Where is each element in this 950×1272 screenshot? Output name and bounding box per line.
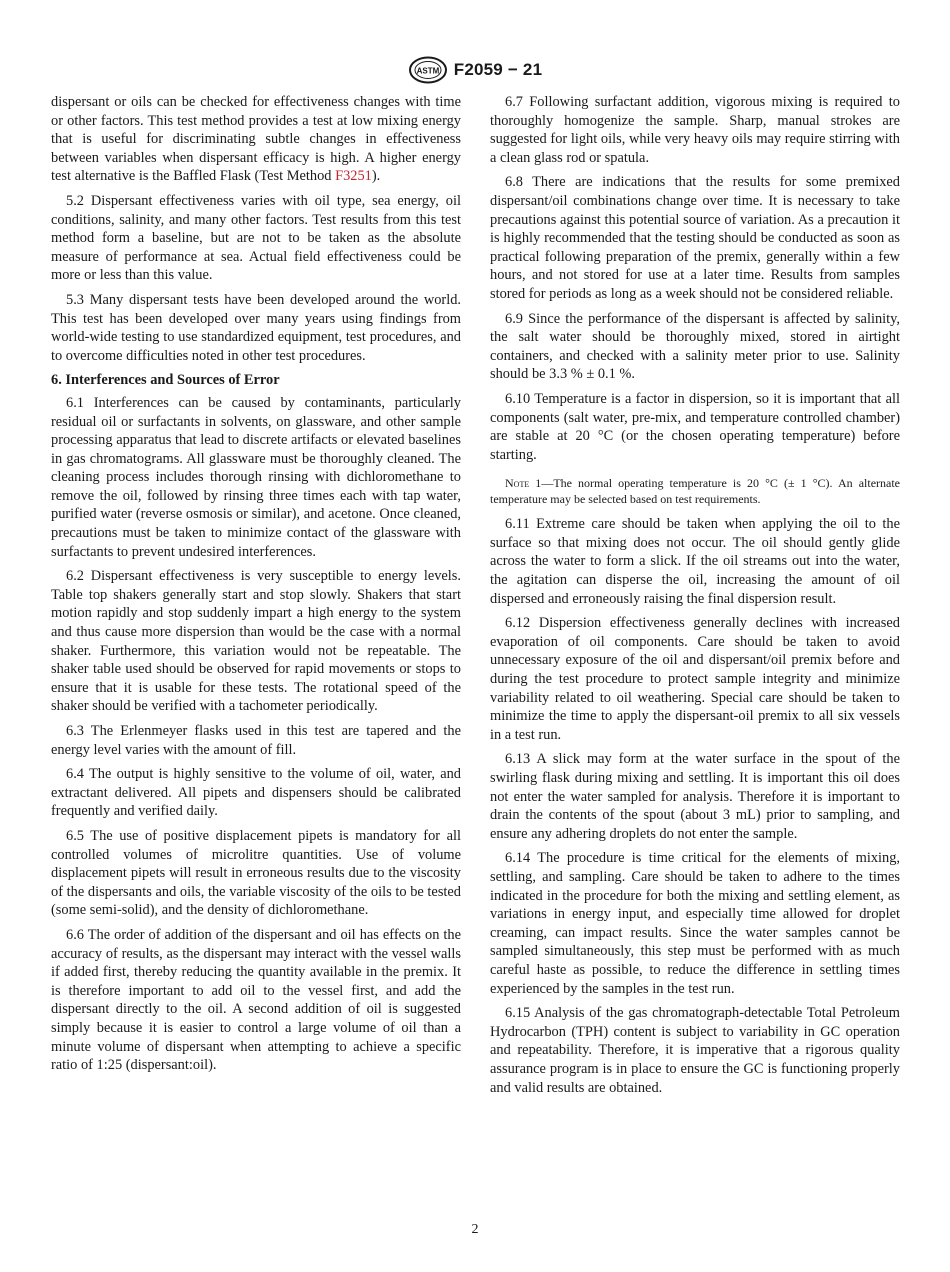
note-text: —The normal operating temperature is 20 °C (± 1 °C). An alternate temperature may be selected based on test requirements. (490, 476, 900, 506)
paragraph-6-7: 6.7 Following surfactant addition, vigorous mixing is required to thoroughly homogenize the sample. Sharp, manual strokes are suggested for light oils, while very heavy oils may require stirring with a clean glass rod or spatula. (490, 94, 900, 166)
paragraph-6-13: 6.13 A slick may form at the water surface in the spout of the swirling flask during mixing and settling. It is important this oil does not enter the water sampled for analysis. Therefore it is important to drain the contents of the spout (about 3 mL) prior to sampling, and ensure any adhering droplets do not enter the sample. (490, 751, 900, 842)
note-1 (490, 476, 900, 507)
paragraph-6-15: 6.15 Analysis of the gas chromatograph-detectable Total Petroleum Hydrocarbon (TPH) content is subject to variability in GC operation and repeatability. Therefore, it is imperative that a rigorous quality assurance program is in place to ensure the GC is functioning properly and valid results are obtained. (490, 1005, 900, 1096)
page-number: 2 (471, 1222, 479, 1237)
paragraph-6-1: 6.1 Interferences can be caused by contaminants, particularly residual oil or surfactants in solvents, on glassware, and other sample processing apparatus that lead to discrete artifacts or elevated baselines in gas chromatograms. All glassware must be thoroughly cleaned. The cleaning process includes thorough rinsing with dichloromethane to remove the oil, followed by rinsing three times each with tap water, purified water (reverse osmosis or similar), and acetone. Once cleaned, precautions must be taken to minimize contact of the glassware with surfactants to prevent undesired interferences. (51, 394, 461, 560)
section-6-heading: 6. Interferences and Sources of Error (51, 372, 280, 389)
paragraph-6-10: 6.10 Temperature is a factor in dispersion, so it is important that all components (salt water, pre-mix, and temperature controlled chamber) are stable at 20 °C (or the chosen operating temperature) before starting. (490, 390, 900, 463)
paragraph-6-4: 6.4 The output is highly sensitive to the volume of oil, water, and extractant delivered. All pipets and dispensers should be calibrated frequently and verified daily. (51, 766, 461, 820)
paragraph-6-14: 6.14 The procedure is time critical for the elements of mixing, settling, and sampling. Care should be taken to adhere to the times indicated in the procedure for both the mixing and settling element, as variations in energy input, and especially time allowed for droplet creaming, can impact results. Since the water samples cannot be sampled simultaneously, this step must be performed with as much careful haste as possible, to reduce the difference in settling times experienced by the samples in the test run. (490, 850, 900, 997)
paragraph-6-8: 6.8 There are indications that the results for some premixed dispersant/oil combinations change over time. It is necessary to take precautions against this potential source of variation. As a precaution it is highly recommended that the testing should be conducted as soon as practical following preparation of the premix, generally within a few hours, and not stored for use at a later time. Results from samples stored for periods as long as a week should not be considered reliable. (490, 174, 900, 302)
logo-text: ASTM (416, 66, 440, 76)
document-id: F2059 − 21 (453, 60, 543, 79)
paragraph-6-11: 6.11 Extreme care should be taken when applying the oil to the surface so that mixing does not occur. The oil should gently glide across the water to form a slick. If the oil streams out into the water, the agitation can disperse the oil, increasing the amount of oil dispersed and erroneously raising the final dispersion result. (490, 516, 900, 607)
paragraph-6-12: 6.12 Dispersion effectiveness generally declines with increased evaporation of oil components. Care should be taken to avoid unnecessary exposure of the oil and dispersant/oil premix before and during the test procedure to protect sample integrity and minimize variability related to oil weathering. Special care should be taken to minimize the time to apply the dispersant-oil premix to all six vessels in a test run. (490, 615, 900, 743)
paragraph-5-1-continued: dispersant or oils can be checked for effectiveness changes with time or other factors. This test method provides a test at low mixing energy that is useful for discriminating subtle changes in effectiveness between variables when dispersant efficacy is high. A higher energy test alternative is the Baffled Flask (Test Method F3251). (51, 94, 461, 185)
paragraph-6-5: 6.5 The use of positive displacement pipets is mandatory for all controlled volumes of microlitre quantities. Use of volume displacement pipets will result in erroneous results due to the viscosity of the dispersants and oils, the variable viscosity of the oils to be tested (some semi-solid), and the density of dichloromethane. (51, 827, 461, 919)
left-column (51, 93, 461, 1081)
paragraph-6-3: 6.3 The Erlenmeyer flasks used in this test are tapered and the energy level varies with the amount of fill. (51, 723, 461, 758)
paragraph-6-6: 6.6 The order of addition of the dispersant and oil has effects on the accuracy of results, as the dispersant may interact with the vessel walls if added first, thereby reducing the quantity available in the premix. It is therefore important to add oil to the vessel first, and add the dispersant directly to the oil. A second addition of oil is suggested simply because it is easier to control a large volume of oil than a minute volume of dispersant when attempting to achieve a specific ratio of 1:25 (dispersant:oil). (51, 926, 461, 1074)
note-label: Note 1 (505, 476, 542, 491)
paragraph-5-2: 5.2 Dispersant effectiveness varies with oil type, sea energy, oil conditions, salinity, and many other factors. Test results from this test method form a baseline, but are not to be taken as the absolute measure of performance at sea. Actual field effectiveness could be more or less than this value. (51, 192, 461, 284)
paragraph-5-3: 5.3 Many dispersant tests have been developed around the world. This test has been developed over many years using findings from world-wide testing to use standardized equipment, test procedures, and to overcome difficulties noted in other test procedures. (51, 291, 461, 364)
page-header (0, 56, 950, 84)
f3251-link[interactable]: F3251 (335, 168, 372, 185)
right-column (490, 93, 900, 1103)
paragraph-6-2: 6.2 Dispersant effectiveness is very susceptible to energy levels. Table top shakers generally start and stop slowly. Shakers that start motion rapidly and stop suddenly impart a high energy to the system and thus cause more dispersion than would be the case with a normal shaker. Furthermore, this variation would not be repeatable. The shaker table used should be observed for rapid movements or stops to ensure that it is usable for these tests. The rotational speed of the shaker should be verified with a tachometer periodically. (51, 568, 461, 715)
astm-logo-icon (408, 56, 448, 84)
paragraph-6-9: 6.9 Since the performance of the dispersant is affected by salinity, the salt water should be thoroughly mixed, stored in airtight containers, and checked with a salinity meter prior to use. Salinity should be 3.3 % ± 0.1 %. (490, 310, 900, 383)
